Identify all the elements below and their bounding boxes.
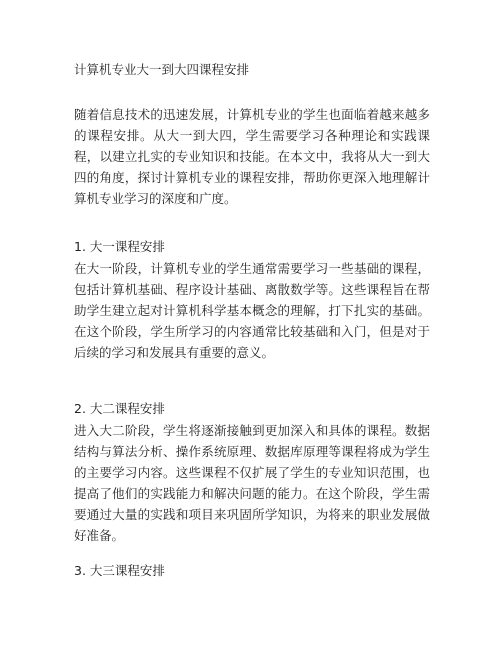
section-body-year-1: 在大一阶段，计算机专业的学生通常需要学习一些基础的课程，包括计算机基础、程序设计基础、离散数学等。这些课程旨在帮助学生建立起对计算机科学基本概念的理解，打下扎实的基础。在这个阶段，学生所学习的内容通常比较基础和入门，但是对于后续的学习和发展具有重要的意义。 <box>74 261 430 360</box>
intro-paragraph: 随着信息技术的迅速发展，计算机专业的学生也面临着越来越多的课程安排。从大一到大四，学生需要学习各种理论和实践课程，以建立扎实的专业知识和技能。在本文中，我将从大一到大四的角度，探讨计算机专业的课程安排，帮助你更深入地理解计算机专业学习的深度和广度。 <box>74 107 430 206</box>
section-heading-year-3: 3. 大三课程安排 <box>74 563 165 578</box>
section-heading-year-2: 2. 大二课程安排 <box>74 401 165 416</box>
document-title: 计算机专业大一到大四课程安排 <box>74 62 250 77</box>
section-body-year-2: 进入大二阶段，学生将逐渐接触到更加深入和具体的课程。数据结构与算法分析、操作系统原理、数据库原理等课程将成为学生的主要学习内容。这些课程不仅扩展了学生的专业知识范围，也提高了他们的实践能力和解决问题的能力。在这个阶段，学生需要通过大量的实践和项目来巩固所学知识，为将来的职业发展做好准备。 <box>74 423 430 543</box>
section-heading-year-1: 1. 大一课程安排 <box>74 239 165 254</box>
